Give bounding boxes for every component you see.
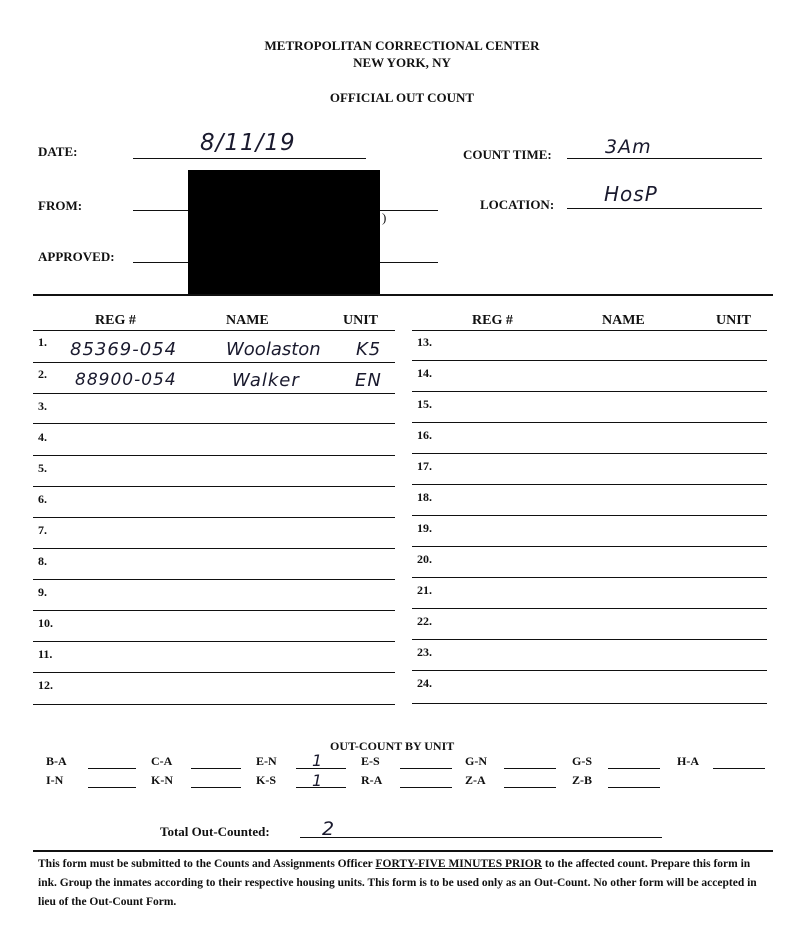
unit-label: E-N <box>256 754 277 768</box>
count-time-line <box>567 158 762 159</box>
entry-reg: 88900-054 <box>75 370 177 390</box>
row-number: 11. <box>38 647 53 661</box>
unit-blank-line <box>191 768 241 769</box>
footer-text-after: to the affected count. Prepare this form in ink. Group the inmates according to their respective housing units. This form is to be used only as an Out-Count. No other form will be accepted in lieu of the Out-Count Form. <box>38 858 757 908</box>
header-underline-right <box>412 330 767 331</box>
unit-count-value: 1 <box>312 751 324 770</box>
out-count-title: OUT-COUNT BY UNIT <box>330 739 455 753</box>
row-line <box>412 546 767 547</box>
unit-label: K-N <box>151 773 173 787</box>
row-line <box>412 391 767 392</box>
unit-label: C-A <box>151 754 173 768</box>
unit-label: B-A <box>46 754 67 768</box>
row-number: 5. <box>38 461 47 475</box>
unit-blank-line <box>504 787 556 788</box>
reg-header-right: REG # <box>472 313 513 328</box>
row-number: 13. <box>417 335 432 349</box>
location-value: HosP <box>604 182 658 206</box>
total-label: Total Out-Counted: <box>160 824 270 839</box>
row-line <box>412 670 767 671</box>
from-value-fragment: ) <box>382 210 387 225</box>
unit-blank-line <box>88 787 136 788</box>
row-line <box>412 515 767 516</box>
unit-header-left: UNIT <box>343 313 379 328</box>
row-line <box>412 453 767 454</box>
redaction-box <box>188 170 380 294</box>
row-number: 7. <box>38 523 47 537</box>
row-number: 23. <box>417 645 432 659</box>
row-number: 1. <box>38 335 47 349</box>
institution-location: NEW YORK, NY <box>353 55 451 70</box>
unit-blank-line <box>400 768 452 769</box>
unit-label: G-S <box>572 754 593 768</box>
date-line <box>133 158 366 159</box>
row-line <box>33 579 395 580</box>
entry-unit: K5 <box>356 339 382 360</box>
table-top-rule <box>33 294 773 296</box>
row-number: 4. <box>38 430 47 444</box>
unit-count-value: 1 <box>312 771 324 790</box>
row-line <box>33 548 395 549</box>
row-number: 18. <box>417 490 432 504</box>
unit-blank-line <box>608 768 660 769</box>
unit-label: R-A <box>361 773 383 787</box>
location-line <box>567 208 762 209</box>
row-line <box>33 423 395 424</box>
row-line <box>33 486 395 487</box>
row-number: 8. <box>38 554 47 568</box>
row-number: 22. <box>417 614 432 628</box>
row-line <box>412 703 767 704</box>
header-underline-left <box>33 330 395 331</box>
row-number: 15. <box>417 397 432 411</box>
name-header-right: NAME <box>602 313 645 328</box>
footer-emphasis: FORTY-FIVE MINUTES PRIOR <box>375 858 543 870</box>
row-line <box>412 422 767 423</box>
row-line <box>33 672 395 673</box>
unit-label: H-A <box>677 754 699 768</box>
row-line <box>33 517 395 518</box>
total-value: 2 <box>322 818 336 840</box>
footer-instructions <box>38 855 764 912</box>
reg-header-left: REG # <box>95 313 136 328</box>
row-number: 21. <box>417 583 432 597</box>
row-line <box>33 641 395 642</box>
row-line <box>33 455 395 456</box>
unit-blank-line <box>713 768 765 769</box>
unit-blank-line <box>608 787 660 788</box>
footer-text-before: This form must be submitted to the Counts and Assignments Officer <box>38 858 376 870</box>
total-line <box>300 837 662 838</box>
row-number: 20. <box>417 552 432 566</box>
institution-name: METROPOLITAN CORRECTIONAL CENTER <box>264 38 540 53</box>
row-number: 10. <box>38 616 53 630</box>
row-number: 14. <box>417 366 432 380</box>
row-number: 19. <box>417 521 432 535</box>
from-label: FROM: <box>38 198 83 213</box>
row-number: 2. <box>38 367 47 381</box>
unit-label: Z-B <box>572 773 593 787</box>
row-line <box>412 639 767 640</box>
count-time-label: COUNT TIME: <box>463 147 552 162</box>
row-number: 12. <box>38 678 53 692</box>
name-header-left: NAME <box>226 313 269 328</box>
row-number: 3. <box>38 399 47 413</box>
unit-blank-line <box>504 768 556 769</box>
row-number: 16. <box>417 428 432 442</box>
row-number: 17. <box>417 459 432 473</box>
form-title: OFFICIAL OUT COUNT <box>329 90 475 105</box>
unit-label: E-S <box>361 754 380 768</box>
unit-label: G-N <box>465 754 487 768</box>
unit-blank-line <box>400 787 452 788</box>
unit-header-right: UNIT <box>716 313 752 328</box>
footer-rule <box>33 850 773 852</box>
unit-label: I-N <box>46 773 64 787</box>
row-line <box>412 360 767 361</box>
row-line <box>412 608 767 609</box>
approved-label: APPROVED: <box>38 249 115 264</box>
unit-label: K-S <box>256 773 277 787</box>
row-line <box>33 362 395 363</box>
row-line <box>33 704 395 705</box>
unit-blank-line <box>191 787 241 788</box>
entry-name: Woolaston <box>226 339 321 360</box>
entry-reg: 85369-054 <box>70 339 178 360</box>
entry-unit: EN <box>355 370 382 391</box>
date-value: 8/11/19 <box>200 130 296 156</box>
row-number: 9. <box>38 585 47 599</box>
location-label: LOCATION: <box>480 197 555 212</box>
row-line <box>412 577 767 578</box>
row-line <box>412 484 767 485</box>
row-number: 24. <box>417 676 432 690</box>
row-line <box>33 393 395 394</box>
row-line <box>33 610 395 611</box>
count-time-value: 3Am <box>605 136 652 158</box>
date-label: DATE: <box>38 144 78 159</box>
entry-name: Walker <box>232 370 300 391</box>
row-number: 6. <box>38 492 47 506</box>
unit-blank-line <box>88 768 136 769</box>
unit-label: Z-A <box>465 773 486 787</box>
